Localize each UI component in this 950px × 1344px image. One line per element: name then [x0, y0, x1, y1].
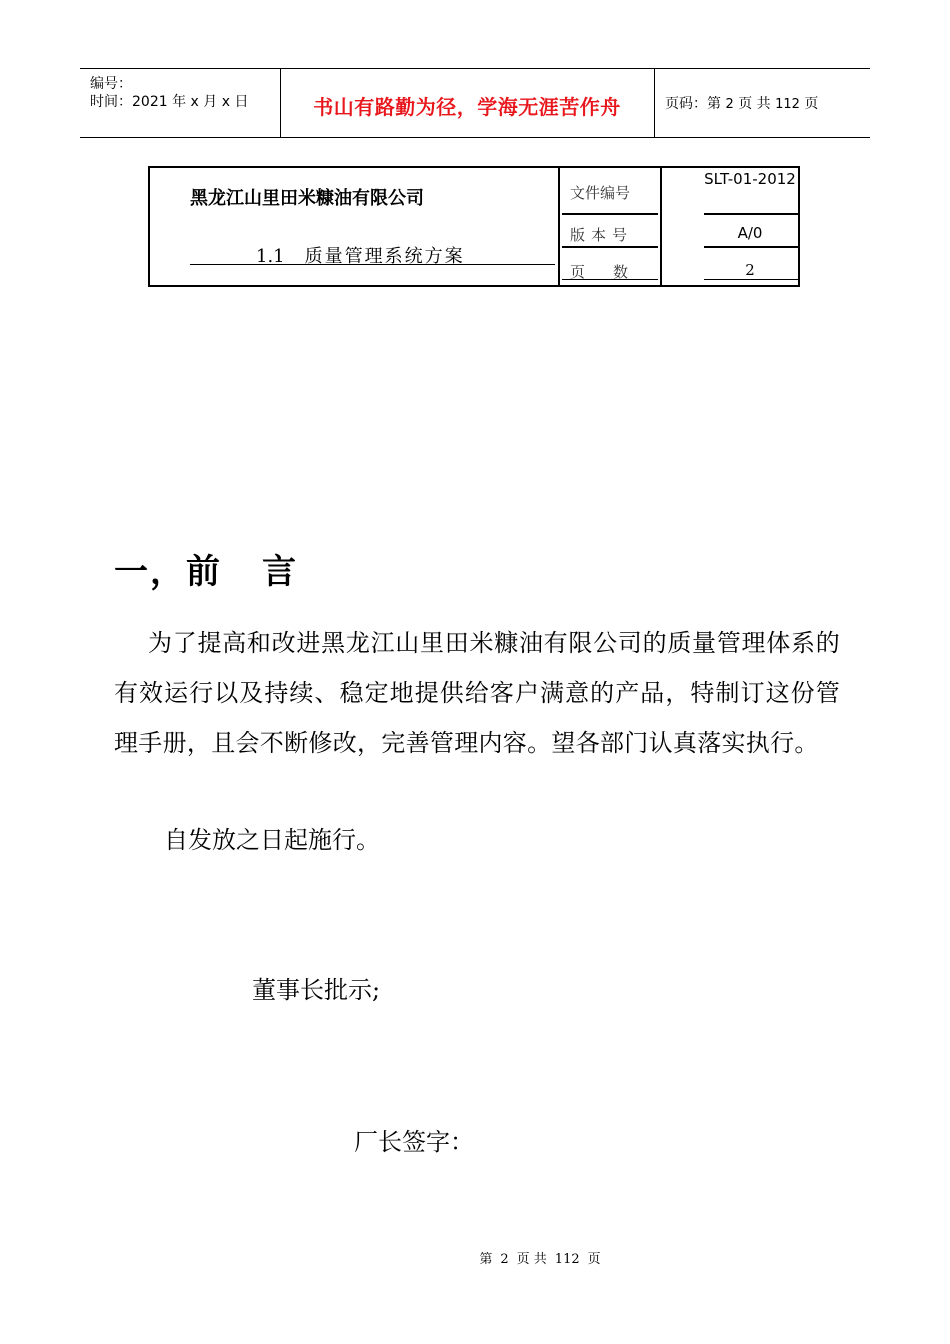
heading-part: 言 — [262, 552, 298, 592]
column-divider — [558, 168, 560, 287]
page-suffix: 页 — [804, 96, 819, 112]
page-mid: 页 共 — [738, 96, 771, 112]
section-heading — [114, 544, 298, 593]
title-underline — [190, 264, 555, 265]
doc-number-label: 编号： — [90, 76, 132, 92]
label-file-number: 文件编号 — [570, 184, 631, 202]
footer-mid: 页 共 — [516, 1252, 547, 1267]
page-footer — [0, 1248, 950, 1267]
row-rule — [562, 246, 658, 248]
page-total: 112 — [775, 97, 800, 112]
header-page-indicator — [665, 93, 818, 113]
preface-paragraph: 为了提高和改进黑龙江山里田米糠油有限公司的质量管理体系的有效运行以及持续、稳定地提供给客户满意的产品，特制订这份管理手册，且会不断修改，完善管理内容。望各部门认真落实执行。 — [114, 629, 840, 757]
header-meta-cell — [80, 69, 281, 137]
chairman-approval-label: 董事长批示; — [252, 976, 381, 1004]
value-file-number: SLT-01-2012 — [704, 170, 796, 188]
row-rule — [704, 213, 800, 215]
footer-current: 2 — [500, 1252, 509, 1267]
column-divider — [660, 168, 662, 287]
header-motto-cell — [280, 69, 655, 137]
label-pages: 页数 — [570, 263, 657, 281]
label-version: 版本号 — [570, 226, 634, 244]
footer-total: 112 — [554, 1252, 580, 1267]
row-rule — [704, 246, 800, 248]
motto-text: 书山有路勤为径，学海无涯苦作舟 — [313, 95, 621, 119]
row-rule — [562, 279, 658, 280]
date-label: 时间：2021 年 x 月 x 日 — [90, 94, 249, 110]
company-name: 黑龙江山里田米糠油有限公司 — [190, 188, 424, 209]
section-number: 1.1 — [256, 246, 285, 267]
row-rule — [562, 213, 658, 215]
footer-suffix: 页 — [587, 1252, 601, 1267]
director-signature-label: 厂长签字： — [354, 1128, 474, 1156]
heading-part: 一，前 — [114, 552, 222, 592]
row-rule — [704, 279, 800, 280]
footer-prefix: 第 — [479, 1252, 493, 1267]
document-title-text: 质量管理系统方案 — [304, 246, 465, 267]
effective-statement: 自发放之日起施行。 — [164, 826, 380, 854]
value-version: A/0 — [737, 224, 763, 242]
document-info-table — [148, 166, 800, 287]
page-prefix: 页码：第 — [665, 96, 721, 112]
running-header — [80, 68, 870, 138]
value-page-count: 2 — [745, 261, 755, 279]
page-current: 2 — [725, 97, 734, 112]
